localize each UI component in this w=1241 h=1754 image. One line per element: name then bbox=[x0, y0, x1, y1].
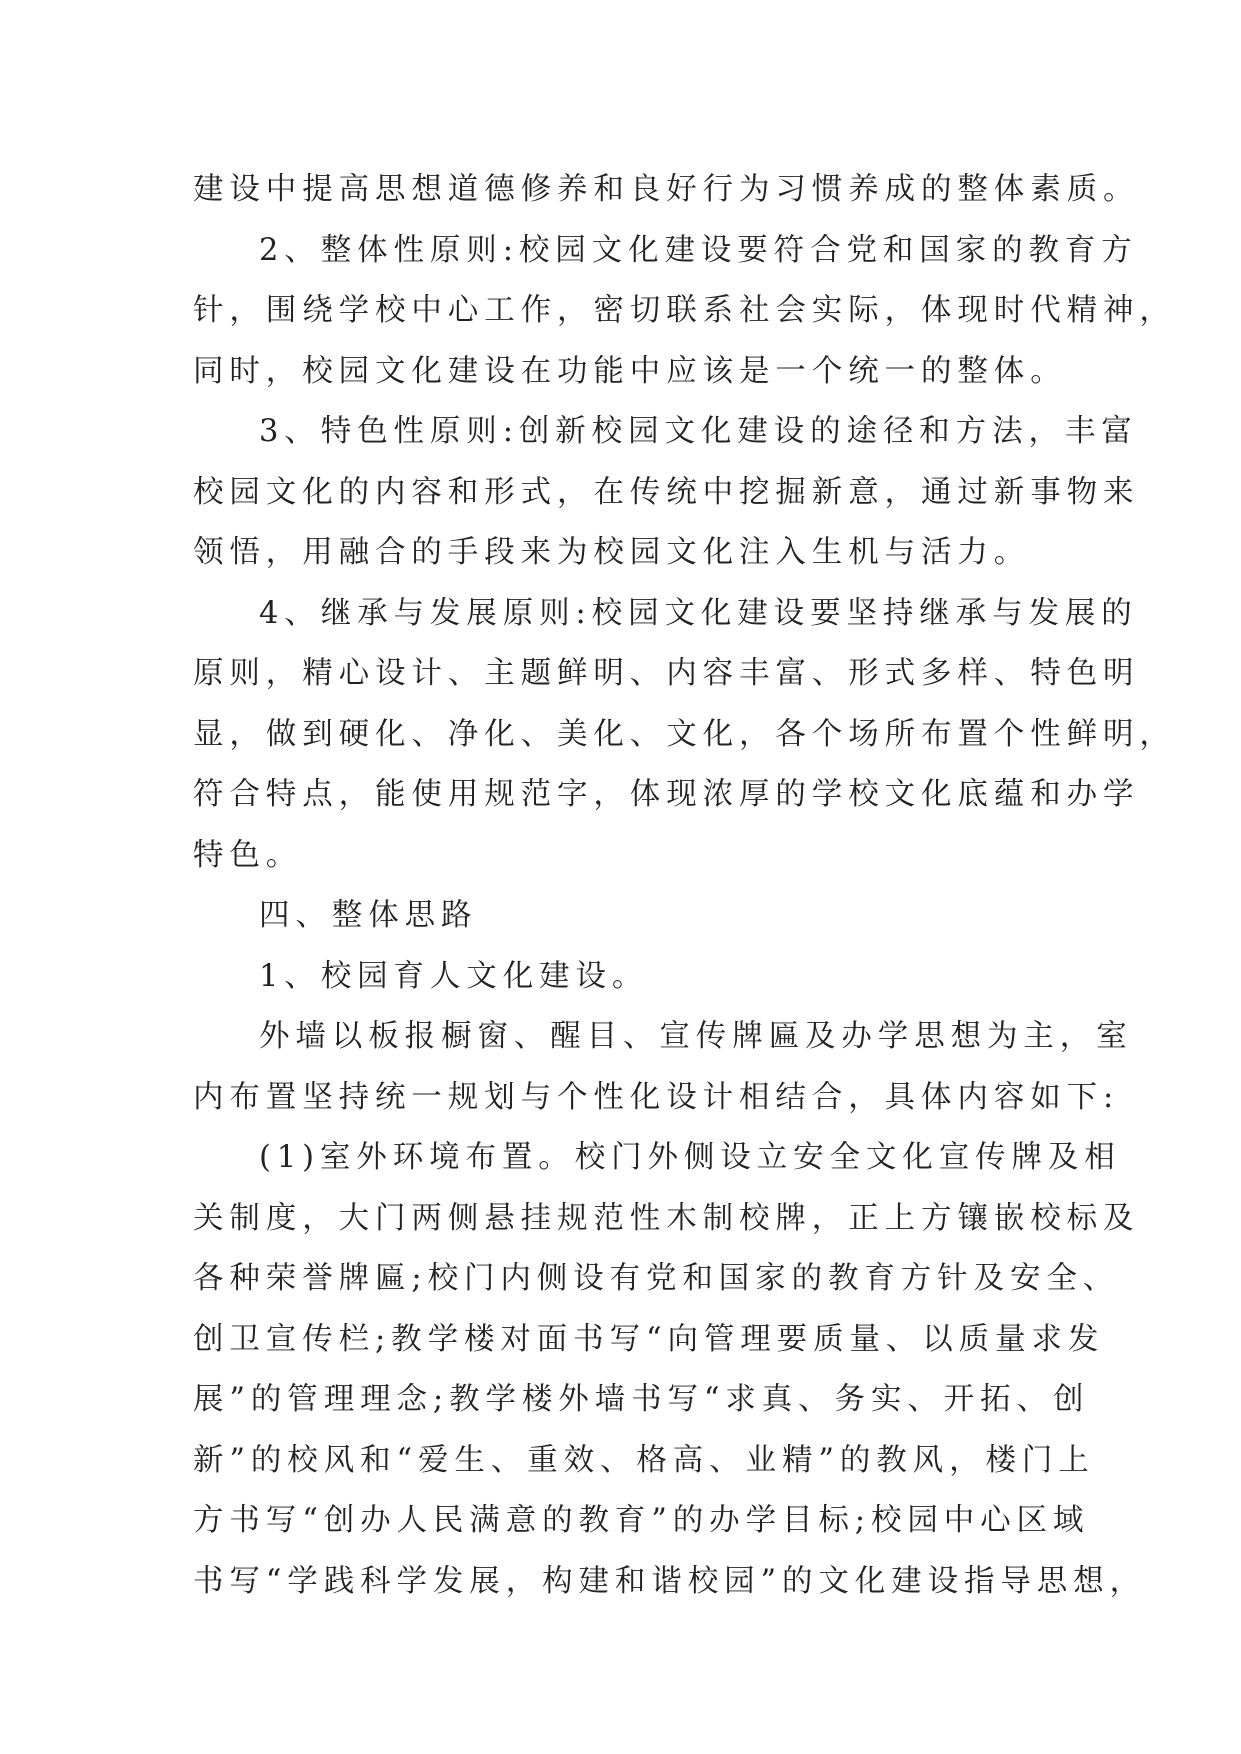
text-line: 特色。 bbox=[193, 837, 303, 873]
text-line: 建设中提高思想道德修养和良好行为习惯养成的整体素质。 bbox=[193, 172, 1140, 207]
text-line: 展”的管理理念;教学楼外墙书写“求真、务实、开拓、创 bbox=[193, 1382, 1090, 1417]
text-line: (1)室外环境布置。校门外侧设立安全文化宣传牌及相 bbox=[259, 1140, 1121, 1175]
text-line: 方书写“创办人民满意的教育”的办学目标;校园中心区域 bbox=[193, 1503, 1090, 1538]
text-line: 显，做到硬化、净化、美化、文化，各个场所布置个性鲜明， bbox=[193, 716, 1176, 752]
text-line: 内布置坚持统一规划与个性化设计相结合，具体内容如下: bbox=[193, 1079, 1120, 1115]
text-line: 各种荣誉牌匾;校门内侧设有党和国家的教育方针及安全、 bbox=[193, 1261, 1120, 1296]
subsection-heading: 1、校园育人文化建设。 bbox=[259, 958, 649, 994]
text-line: 同时，校园文化建设在功能中应该是一个统一的整体。 bbox=[193, 353, 1067, 389]
text-line: 原则，精心设计、主题鲜明、内容丰富、形式多样、特色明 bbox=[193, 656, 1140, 691]
text-line: 2、整体性原则:校园文化建设要符合党和国家的教育方 bbox=[259, 232, 1138, 268]
section-heading: 四、整体思路 bbox=[259, 898, 478, 933]
text-line: 关制度，大门两侧悬挂规范性木制校牌，正上方镶嵌校标及 bbox=[193, 1200, 1140, 1236]
text-line: 领悟，用融合的手段来为校园文化注入生机与活力。 bbox=[193, 535, 1031, 570]
text-line: 符合特点，能使用规范字，体现浓厚的学校文化底蕴和办学 bbox=[193, 777, 1140, 812]
text-line: 校园文化的内容和形式，在传统中挖掘新意，通过新事物来 bbox=[193, 474, 1140, 510]
text-line: 3、特色性原则:创新校园文化建设的途径和方法，丰富 bbox=[259, 414, 1138, 449]
text-line: 创卫宣传栏;教学楼对面书写“向管理要质量、以质量求发 bbox=[193, 1321, 1105, 1357]
text-line: 针，围绕学校中心工作，密切联系社会实际，体现时代精神， bbox=[193, 293, 1176, 328]
text-line: 新”的校风和“爱生、重效、格高、业精”的教风，楼门上 bbox=[193, 1442, 1095, 1478]
document-page bbox=[193, 160, 1176, 1612]
text-line: 外墙以板报橱窗、醒目、宣传牌匾及办学思想为主，室 bbox=[259, 1019, 1133, 1054]
text-line: 4、继承与发展原则:校园文化建设要坚持继承与发展的 bbox=[259, 595, 1138, 631]
text-line: 书写“学践科学发展，构建和谐校园”的文化建设指导思想， bbox=[193, 1563, 1146, 1599]
